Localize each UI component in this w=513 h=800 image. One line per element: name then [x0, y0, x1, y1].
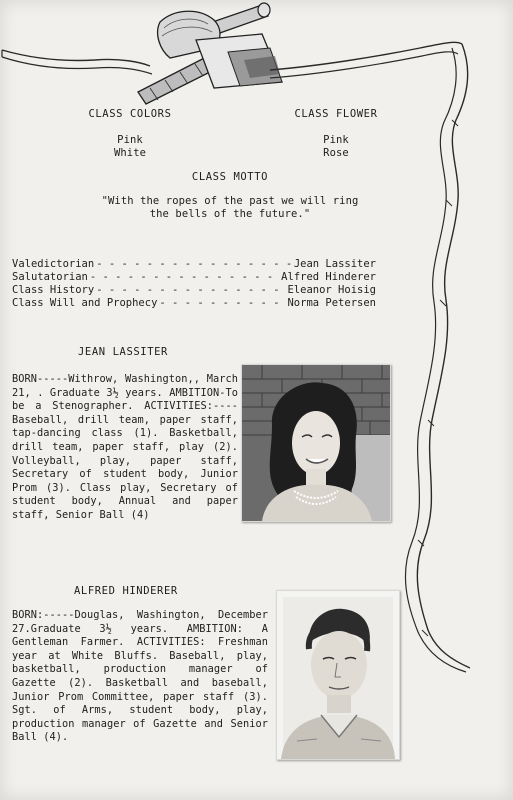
officer-row	[12, 284, 376, 297]
class-flower-item: Pink	[323, 134, 349, 146]
class-motto-line: "With the ropes of the past we will ring	[101, 195, 359, 207]
class-color-item: White	[113, 147, 147, 159]
officer-role: Valedictorian	[12, 258, 95, 270]
officer-role: Class History	[12, 284, 95, 296]
officer-role: Class Will and Prophecy	[12, 297, 158, 309]
class-flower-item: Rose	[323, 147, 349, 159]
class-motto-header: CLASS MOTTO	[191, 171, 269, 183]
student-name-heading: JEAN LASSITER	[78, 346, 168, 358]
officer-role: Salutatorian	[12, 271, 88, 283]
student-bio: BORN:-----Douglas, Washington, December 27.Graduate 3½ years. AMBITION: A Gentleman Farmer. ACTIVITIES: Freshman year at White Bluffs. Baseball, play, basketball, production manager of Gazette (2). Basketball and baseball, Junior Prom Committee, paper staff (3). Sgt. of Arms, student body, play, production manager of Gazette and Senior Ball (4).	[12, 609, 268, 744]
officer-row	[12, 271, 376, 284]
officer-row	[12, 297, 376, 310]
student-photo	[276, 590, 400, 760]
student-bio: BORN-----Withrow, Washington,, March 21, . Graduate 3½ years. AMBITION-To be a Stenographer. ACTIVITIES:----Baseball, drill team, paper staff, tap-dancing class (1). Basketball, drill team, paper staff, play (2). Volleyball, play, paper staff, Secretary of student body, Junior Prom (3). Class play, Secretary of student body, Annual and paper staff, Senior Ball (4)	[12, 373, 238, 521]
class-flower-header: CLASS FLOWER	[294, 108, 378, 120]
class-color-item: Pink	[117, 134, 143, 146]
student-name-heading: ALFRED HINDERER	[74, 585, 178, 597]
officer-name: Alfred Hinderer	[281, 271, 376, 283]
officer-row	[12, 258, 376, 271]
student-photo	[241, 364, 391, 522]
class-colors-header: CLASS COLORS	[88, 108, 172, 120]
class-motto-line: the bells of the future."	[149, 208, 311, 220]
officer-name: Eleanor Hoisig	[287, 284, 376, 296]
officer-name: Norma Petersen	[287, 297, 376, 309]
officer-name: Jean Lassiter	[293, 258, 376, 270]
